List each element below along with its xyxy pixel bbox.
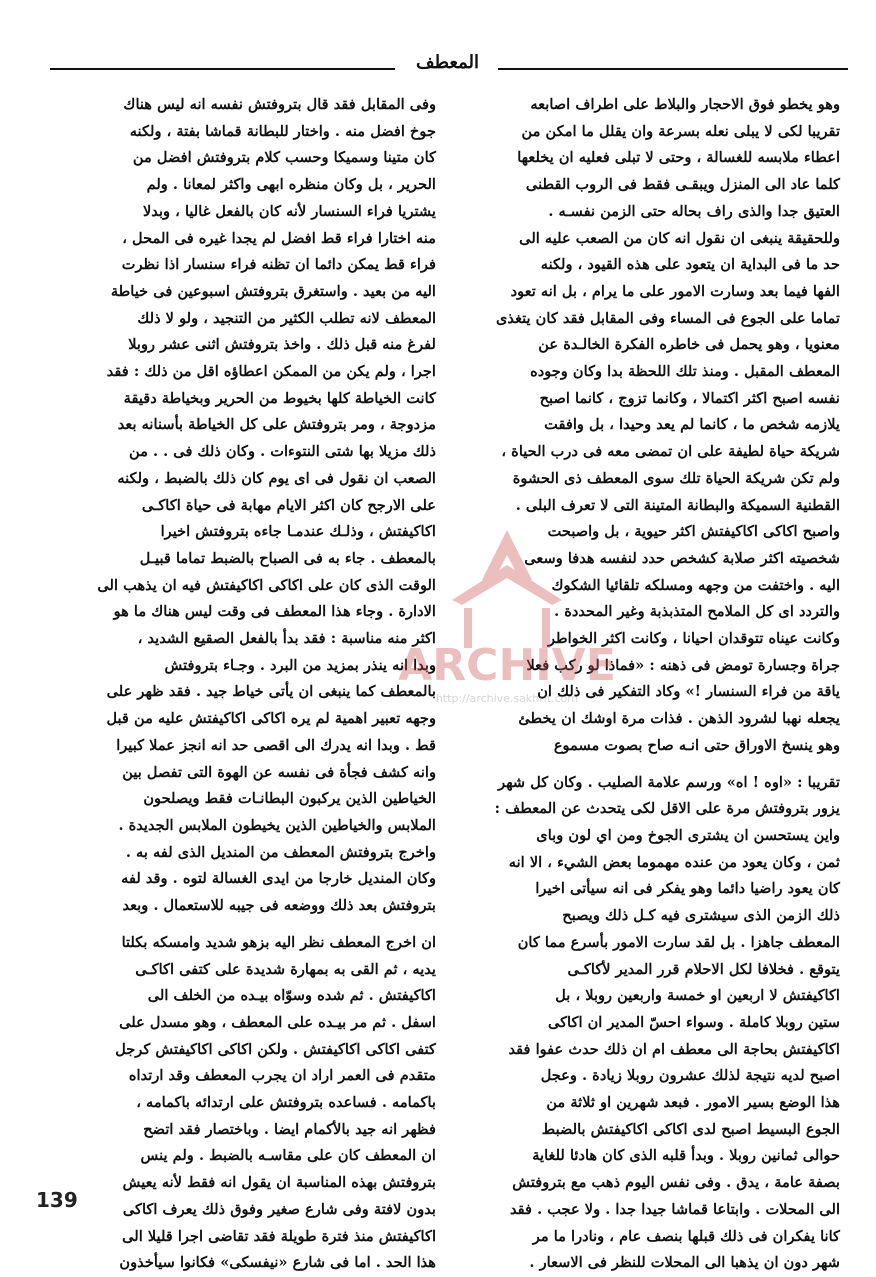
left-column-paragraph-2: ان اخرج المعطف نظر اليه بزهو شديد وامسكه بكلتا يديه ، ثم القى به بمهارة شديدة على كتفى اكاكـى اكاكيفتش . ثم شده وسوّاه بيـده من الخلف الى اسفل . ثم مر بيـده على المعطف ، وهو مسدل على كتفى اكاكى اكاكيفتش . ولكن اكاكى اكاكيفتش كرجل متقدم فى العمر اراد ان يجرب المعطف وقد ارتداه باكمامه . فساعده بتروفتش على ارتدائه باكمامه ، فظهر انه جيد بالأكمام ايضا . وباختصار فقد اتضح ان المعطف كان على مقاسـه بالضبط . ولم ينس بتروفتش بهذه المناسبة ان يقول انه فقط لأنه يعيش بدون لافتة وفى شارع صغير وفوق ذلك يعرف اكاكى اكاكيفتش منذ فترة طويلة فقد تقاضى اجرا قليلا الى هذا الحد . اما فى شارع «نيفسكى» فكانوا سيأخذون: [115, 933, 436, 1272]
right-column-paragraph-2: تقريبا : «اوه ! اه» ورسم علامة الصليب . وكان كل شهر يزور بتروفتش مرة على الاقل لكى يتحدث عن المعطف : واين يستحسن ان يشترى الجوخ ومن اي لون وباى ثمن ، وكان يعود من عنده مهموما بعض الشيء ، الا انه كان يعود راضيا دائما وهو يفكر فى انه سيأتى اخيرا ذلك الزمن الذى سيشترى فيه كـل ذلك ويصبح المعطف جاهزا . بل لقد سارت الامور بأسرع مما كان يتوقع . فخلافا لكل الاحلام قرر المدير لأكاكـى اكاكيفتش لا اربعين او خمسة واربعين روبلا ، بل ستين روبلا كاملة . وسواء احسّ المدير ان اكاكى اكاكيفتش بحاجة الى معطف ام ان ذلك حدث عفوا فقد اصبح لديه نتيجة لذلك عشرون روبلا زيادة . وعجل هذا الوضع بسير الامور . فبعد شهرين او ثلاثة من الجوع البسيط اصبح لدى اكاكى اكاكيفتش بالضبط حوالى ثمانين روبلا . وبدأ قلبه الذى كان هادئا للغاية بصفة عامة ، يدق . وفى نفس اليوم ذهب مع بتروفتش الى المحلات . وابتاعا قماشا جيدا جدا . ولا عجب . فقد كانا يفكران فى ذلك قبلها بنصف عام ، ونادرا ما مر شهر دون ان يذهبا الى المحلات للنظر فى الاسعار .: [494, 773, 840, 1272]
page-number: 139: [36, 1188, 78, 1212]
right-column: [452, 92, 840, 1272]
header-rule-left: [50, 68, 395, 70]
svg-text:http://archive.sakhrit.com: http://archive.sakhrit.com: [435, 692, 579, 705]
left-column-paragraph-1: وفى المقابل فقد قال بتروفتش نفسه انه ليس هناك جوخ افضل منه . واختار للبطانة قماشا بفتة ، ولكنه كان متينا وسميكا وحسب كلام بتروفتش افضل من الحرير ، بل وكان منظره ابهى واكثر لمعانا . ولم يشتريا فراء السنسار لأنه كان بالفعل غاليا ، وبدلا منه اختارا فراء قط افضل لم يجدا غيره فى المحل ، فراء قط يمكن دائما ان تظنه فراء سنسار اذا نظرت اليه من بعيد . واستغرق بتروفتش اسبوعين فى خياطة المعطف لانه تطلب الكثير من التنجيد ، ولو لا ذلك لفرغ منه قبل ذلك . واخذ بتروفتش اثنى عشر روبلا اجرا ، ولم يكن من الممكن اعطاؤه اقل من ذلك : فقد كانت الخياطة كلها بخيوط من الحرير وبخياطة دقيقة مزدوجة ، ومر بتروفتش على كل الخياطة بأسنانه بعد ذلك مزيلا بها شتى النتوءات . وكان ذلك فى . . من الصعب ان نقول فى اى يوم كان ذلك بالضبط ، ولكنه على الارجح كان اكثر الايام مهابة فى حياة اكاكـى اكاكيفتش ، وذلـك عندمـا جاءه بتروفتش اخيرا بالمعطف . جاء به فى الصباح بالضبط تماما قبيـل الوقت الذى كان على اكاكى اكاكيفتش فيه ان يذهب الى الادارة . وجاء هذا المعطف فى وقت ليس هناك ما هو اكثر منه مناسبة : فقد بدأ بالفعل الصقيع الشديد ، وبدا انه ينذر بمزيد من البرد . وجـاء بتروفتش بالمعطف كما ينبغى ان يأتى خياط جيد . فقد ظهر على وجهه تعبير اهمية لم يره اكاكى اكاكيفتش عليه من قبل قط . وبدا انه يدرك الى اقصى حد انه انجز عملا كبيرا وانه كشف فجأة فى نفسه عن الهوة التى تفصل بين الخياطين الذين يركبون البطانـات فقط ويصلحون الملابس والخياطين الذين يخيطون الملابس الجديدة . واخرج بتروفتش المعطف من المنديل الذى لفه به . وكان المنديل خارجا من ايدى الغسالة لتوه . وقد لفه بتروفتش بعد ذلك ووضعه فى جيبه للاستعمال . وبعد: [97, 96, 436, 915]
right-column-paragraph-1: وهو يخطو فوق الاحجار والبلاط على اطراف اصابعه تقريبا لكى لا يبلى نعله بسرعة وان يقلل ما امكن من اعطاء ملابسه للغسالة ، وحتى لا تبلى فعليه ان يخلعها كلما عاد الى المنزل ويبقـى فقط فى الروب القطنى العتيق جدا والذى راف بحاله حتى الزمن نفسـه . وللحقيقة ينبغى ان نقول انه كان من الصعب عليه الى حد ما فى البداية ان يتعود على هذه القيود ، ولكنه الفها فيما بعد وسارت الامور على ما يرام ، بل انه تعود تماما على الجوع فى المساء وفى المقابل فقد كان يتغذى معنويا ، وهو يحمل فى خاطره الفكرة الخالـدة عن المعطف المقبل . ومنذ تلك اللحظة بدا وكان وجوده نفسه اصبح اكثر اكتمالا ، وكانما تزوج ، كانما اصبح يلازمه شخص ما ، كانما لم يعد وحيدا ، بل وافقت شريكة حياة لطيفة على ان تمضى معه فى درب الحياة ، ولم تكن شريكة الحياة تلك سوى المعطف ذى الحشوة القطنية السميكة والبطانة المتينة التى لا تعرف البلى . واصبح اكاكى اكاكيفتش اكثر حيوية ، بل واصبحت شخصيته اكثر صلابة كشخص حدد لنفسه هدفا وسعى اليه . واختفت من وجهه ومسلكه تلقائيا الشكوك والتردد اى كل الملامح المتذبذبة وغير المحددة . وكانت عيناه تتوقدان احيانا ، وكانت اكثر الخواطر جراة وجسارة تومض فى ذهنه : «فماذا لو ركب فعلا ياقة من فراء السنسار !» وكاد التفكير فى ذلك ان يجعله نهبا لشرود الذهن . فذات مرة اوشك ان يخطئ وهو ينسخ الاوراق حتى انـه صاح بصوت مسموع: [495, 96, 840, 754]
svg-text:ARCHIVE: ARCHIVE: [398, 640, 616, 691]
running-header: [0, 52, 876, 82]
running-title: المعطف: [416, 52, 479, 73]
header-rule-right: [498, 68, 848, 70]
